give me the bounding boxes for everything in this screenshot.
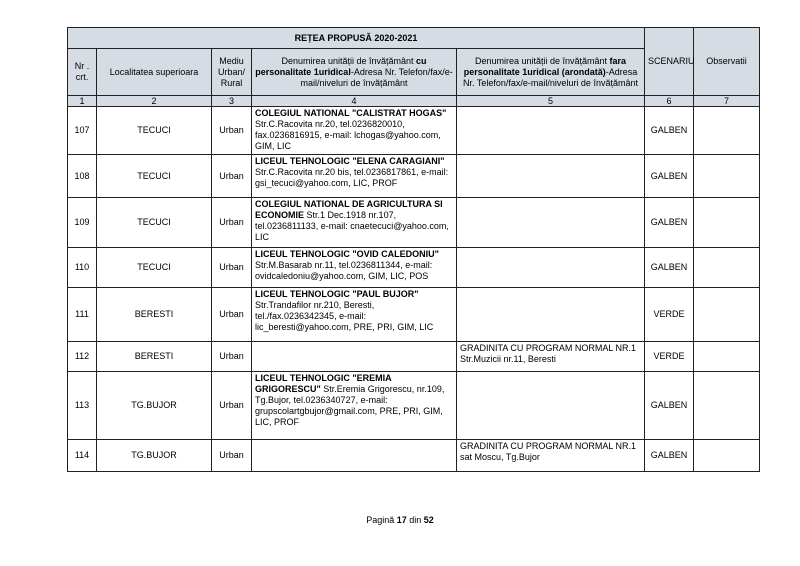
observations (694, 248, 760, 288)
table-row (68, 288, 760, 342)
scenario: VERDE (645, 342, 694, 372)
unit-with-legal-personality (252, 440, 457, 472)
scenario: VERDE (645, 288, 694, 342)
observations (694, 155, 760, 198)
locality: TG.BUJOR (97, 440, 212, 472)
locality: TECUCI (97, 155, 212, 198)
table-row (68, 248, 760, 288)
scenario: GALBEN (645, 198, 694, 248)
unit-details: Str.C.Racovita nr.20 bis, tel.0236817861, e-mail: gsi_tecuci@yahoo.com, LIC, PROF (255, 167, 449, 188)
scenario: GALBEN (645, 155, 694, 198)
unit-details: Str.1 Dec.1918 nr.107, tel.0236811133, e-mail: cnaetecuci@yahoo.com, LIC (255, 210, 449, 242)
observations (694, 288, 760, 342)
environment: Urban (212, 440, 252, 472)
scenario: GALBEN (645, 372, 694, 440)
page-number: 17 (396, 515, 407, 525)
unit-name: LICEUL TEHNOLOGIC "EREMIA GRIGORESCU" (255, 373, 392, 394)
locality: BERESTI (97, 342, 212, 372)
unit-without-legal-personality (457, 155, 645, 198)
table-row (68, 107, 760, 155)
header-unit-with-legal-personality: Denumirea unității de învățământ cu personalitate 1uridical-Adresa Nr. Telefon/fax/e-mail/niveluri de învățământ (252, 49, 457, 96)
scenario: GALBEN (645, 248, 694, 288)
unit-without-legal-personality (457, 288, 645, 342)
column-number: 5 (457, 96, 645, 107)
unit-name: LICEUL TEHNOLOGIC "OVID CALEDONIU" (255, 249, 439, 259)
unit-without-legal-personality: GRADINITA CU PROGRAM NORMAL NR.1 Str.Muzicii nr.11, Beresti (457, 342, 645, 372)
environment: Urban (212, 107, 252, 155)
locality: TECUCI (97, 248, 212, 288)
environment: Urban (212, 248, 252, 288)
header-unit-without-legal-personality: Denumirea unității de învățământ fara personalitate 1uridical (arondată)-Adresa Nr. Telefon/fax/e-mail/niveluri de învățământ (457, 49, 645, 96)
unit-without-legal-personality (457, 372, 645, 440)
header-localitate: Localitatea superioara (97, 49, 212, 96)
column-number-row (68, 96, 760, 107)
unit-with-legal-personality (252, 248, 457, 288)
column-number: 3 (212, 96, 252, 107)
table-row (68, 155, 760, 198)
header-observatii: Observatii (694, 28, 760, 96)
environment: Urban (212, 198, 252, 248)
unit-with-legal-personality (252, 288, 457, 342)
scenario: GALBEN (645, 107, 694, 155)
unit-details: Str.C.Racovita nr.20, tel.0236820010, fax.0236816915, e-mail: lchogas@yahoo.com, GIM, LIC (255, 119, 441, 151)
observations (694, 107, 760, 155)
unit-without-legal-personality (457, 248, 645, 288)
observations (694, 372, 760, 440)
page-footer: Pagină 17 din 52 (366, 515, 434, 525)
unit-name: COLEGIUL NATIONAL DE AGRICULTURA SI ECONOMIE (255, 199, 443, 220)
unit-details: Str.Eremia Grigorescu, nr.109, Tg.Bujor, tel.0236340727, e-mail: grupscolartgbujor@gmail.com, PRE, PRI, GIM, LIC, PROF (255, 384, 445, 427)
unit-name: LICEUL TEHNOLOGIC "PAUL BUJOR" (255, 289, 419, 299)
table-row (68, 342, 760, 372)
unit-without-legal-personality: GRADINITA CU PROGRAM NORMAL NR.1 sat Moscu, Tg.Bujor (457, 440, 645, 472)
unit-with-legal-personality (252, 107, 457, 155)
header-nr: Nr . crt. (68, 49, 97, 96)
environment: Urban (212, 372, 252, 440)
unit-without-legal-personality (457, 198, 645, 248)
unit-with-legal-personality (252, 198, 457, 248)
row-number: 113 (68, 372, 97, 440)
row-number: 114 (68, 440, 97, 472)
column-number: 7 (694, 96, 760, 107)
column-number: 1 (68, 96, 97, 107)
column-number: 4 (252, 96, 457, 107)
locality: TG.BUJOR (97, 372, 212, 440)
environment: Urban (212, 288, 252, 342)
table-row (68, 440, 760, 472)
unit-with-legal-personality (252, 372, 457, 440)
observations (694, 198, 760, 248)
locality: BERESTI (97, 288, 212, 342)
school-network-table (67, 27, 760, 472)
unit-name: LICEUL TEHNOLOGIC "ELENA CARAGIANI" (255, 156, 445, 166)
unit-details: Str.Trandafilor nr.210, Beresti, tel./fax.0236342345, e-mail: lic_beresti@yahoo.com, PRE, PRI, GIM, LIC (255, 300, 434, 332)
table-row (68, 198, 760, 248)
table-title: REȚEA PROPUSĂ 2020-2021 (68, 28, 645, 49)
page-total: 52 (423, 515, 434, 525)
row-number: 111 (68, 288, 97, 342)
row-number: 107 (68, 107, 97, 155)
observations (694, 440, 760, 472)
table-row (68, 372, 760, 440)
row-number: 108 (68, 155, 97, 198)
row-number: 112 (68, 342, 97, 372)
scenario: GALBEN (645, 440, 694, 472)
locality: TECUCI (97, 107, 212, 155)
unit-with-legal-personality (252, 155, 457, 198)
row-number: 110 (68, 248, 97, 288)
unit-with-legal-personality (252, 342, 457, 372)
locality: TECUCI (97, 198, 212, 248)
unit-details: Str.M.Basarab nr.11, tel.0236811344, e-mail: ovidcaledoniu@yahoo.com, GIM, LIC, POS (255, 260, 433, 281)
row-number: 109 (68, 198, 97, 248)
environment: Urban (212, 342, 252, 372)
observations (694, 342, 760, 372)
environment: Urban (212, 155, 252, 198)
header-scenariu: SCENARIU (645, 28, 694, 96)
unit-without-legal-personality (457, 107, 645, 155)
header-mediu: Mediu Urban/ Rural (212, 49, 252, 96)
unit-name: COLEGIUL NATIONAL "CALISTRAT HOGAS" (255, 108, 447, 118)
column-number: 6 (645, 96, 694, 107)
column-number: 2 (97, 96, 212, 107)
